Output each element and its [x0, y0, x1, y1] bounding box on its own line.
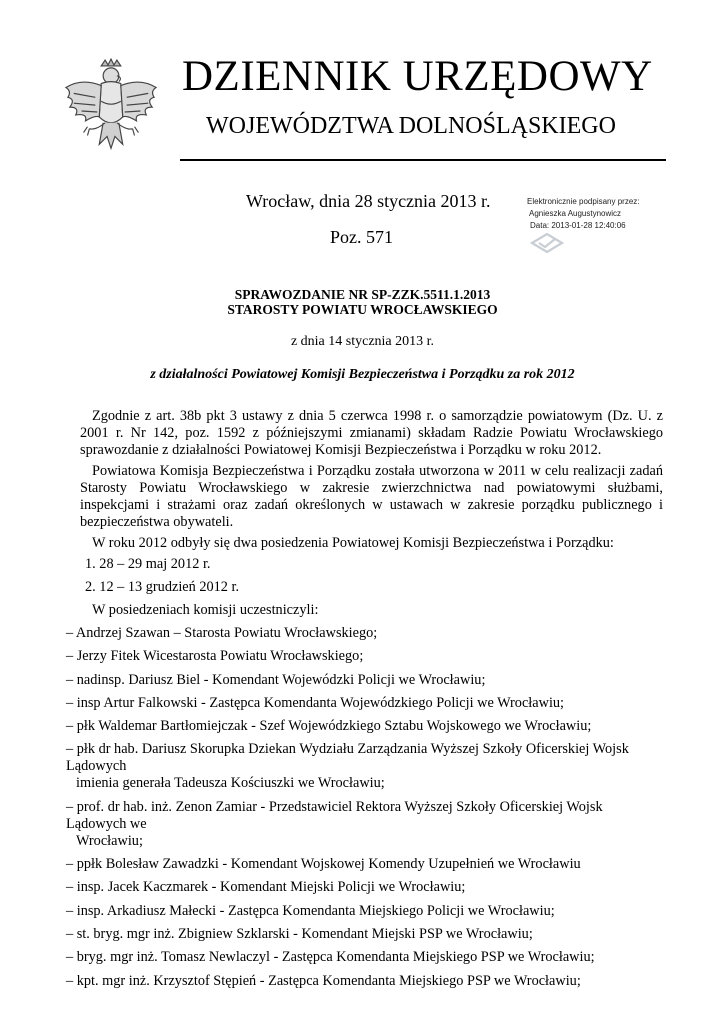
list-item: – płk Waldemar Bartłomiejczak - Szef Wojewódzkiego Sztabu Wojskowego we Wrocławiu; — [66, 718, 592, 735]
list-item: – Andrzej Szawan – Starosta Powiatu Wrocławskiego; — [66, 625, 378, 641]
journal-title: DZIENNIK URZĘDOWY — [182, 53, 653, 100]
list-item: – płk dr hab. Dariusz Skorupka Dziekan Wydziału Zarządzania Wyższej Szkoły Oficerskiej Wojsk Lądowych imienia generała Tadeusza Kościuszki we Wrocławiu; — [66, 741, 629, 792]
list-item: – st. bryg. mgr inż. Zbigniew Szklarski - Komendant Miejski PSP we Wrocławiu; — [66, 925, 533, 942]
paragraph-legal-basis: Zgodnie z art. 38b pkt 3 ustawy z dnia 5 czerwca 1998 r. o samorządzie powiatowym (Dz. U. z 2001 r. Nr 142, poz. 1592 z późniejszymi zmianami) składam Radzie Powiatu Wrocławskiego sprawozdanie z działalności Powiatowej Komisji Bezpieczeństwa i Porządku w roku 2012. — [80, 408, 663, 458]
report-subject: z działalności Powiatowej Komisji Bezpieczeństwa i Porządku za rok 2012 — [150, 367, 575, 382]
list-item: – kpt. mgr inż. Krzysztof Stępień - Zastępca Komendanta Miejskiego PSP we Wrocławiu; — [66, 972, 581, 989]
list-item: – prof. dr hab. inż. Zenon Zamiar - Przedstawiciel Rektora Wyższej Szkoły Oficerskiej Wojsk Lądowych we Wrocławiu; — [66, 798, 603, 849]
polish-eagle-emblem-icon — [62, 58, 160, 166]
report-title-line2: STAROSTY POWIATU WROCŁAWSKIEGO — [227, 302, 498, 317]
paragraph-meetings-intro: W roku 2012 odbyły się dwa posiedzenia Powiatowej Komisji Bezpieczeństwa i Porządku: — [92, 535, 614, 551]
list-item: – insp. Jacek Kaczmarek - Komendant Miejski Policji we Wrocławiu; — [66, 879, 466, 896]
meeting-item: 2. 12 – 13 grudzień 2012 r. — [85, 579, 240, 595]
participants-list — [66, 625, 666, 996]
list-item: – nadinsp. Dariusz Biel - Komendant Wojewódzki Policji we Wrocławiu; — [66, 671, 486, 688]
list-item: – insp Artur Falkowski - Zastępca Komendanta Wojewódzkiego Policji we Wrocławiu; — [66, 694, 565, 711]
signature-signer: Agnieszka Augustynowicz — [529, 209, 622, 218]
paragraph-commission-purpose: Powiatowa Komisja Bezpieczeństwa i Porządku została utworzona w 2011 w celu realizacji zadań Starosty Powiatu Wrocławskiego w zakresie zwierzchnictwa nad powiatowymi służbami, inspekcjami i strażami oraz zadań określonych w ustawach w zakresie porządku publicznego i bezpieczeństwa obywateli. — [80, 463, 663, 530]
report-date: z dnia 14 stycznia 2013 r. — [290, 334, 435, 349]
header-divider — [180, 159, 666, 161]
signature-label: Elektronicznie podpisany przez: — [527, 197, 640, 206]
paragraph-participants-intro: W posiedzeniach komisji uczestniczyli: — [92, 602, 319, 618]
journal-subtitle: WOJEWÓDZTWA DOLNOŚLĄSKIEGO — [206, 113, 616, 139]
signature-date: Data: 2013-01-28 12:40:06 — [530, 221, 626, 230]
list-item: – ppłk Bolesław Zawadzki - Komendant Wojskowej Komendy Uzupełnień we Wrocławiu — [66, 856, 581, 873]
list-item: – Jerzy Fitek Wicestarosta Powiatu Wrocławskiego; — [66, 648, 364, 665]
list-item: – bryg. mgr inż. Tomasz Newlaczyl - Zastępca Komendanta Miejskiego PSP we Wrocławiu; — [66, 949, 595, 966]
publication-date: Wrocław, dnia 28 stycznia 2013 r. — [246, 191, 491, 211]
report-title-line1: SPRAWOZDANIE NR SP-ZZK.5511.1.2013 — [234, 287, 491, 302]
report-title — [0, 287, 725, 317]
list-item: – insp. Arkadiusz Małecki - Zastępca Komendanta Miejskiego Policji we Wrocławiu; — [66, 902, 555, 919]
publication-position: Poz. 571 — [330, 227, 393, 247]
meeting-item: 1. 28 – 29 maj 2012 r. — [85, 556, 211, 572]
signature-check-icon — [530, 232, 564, 254]
